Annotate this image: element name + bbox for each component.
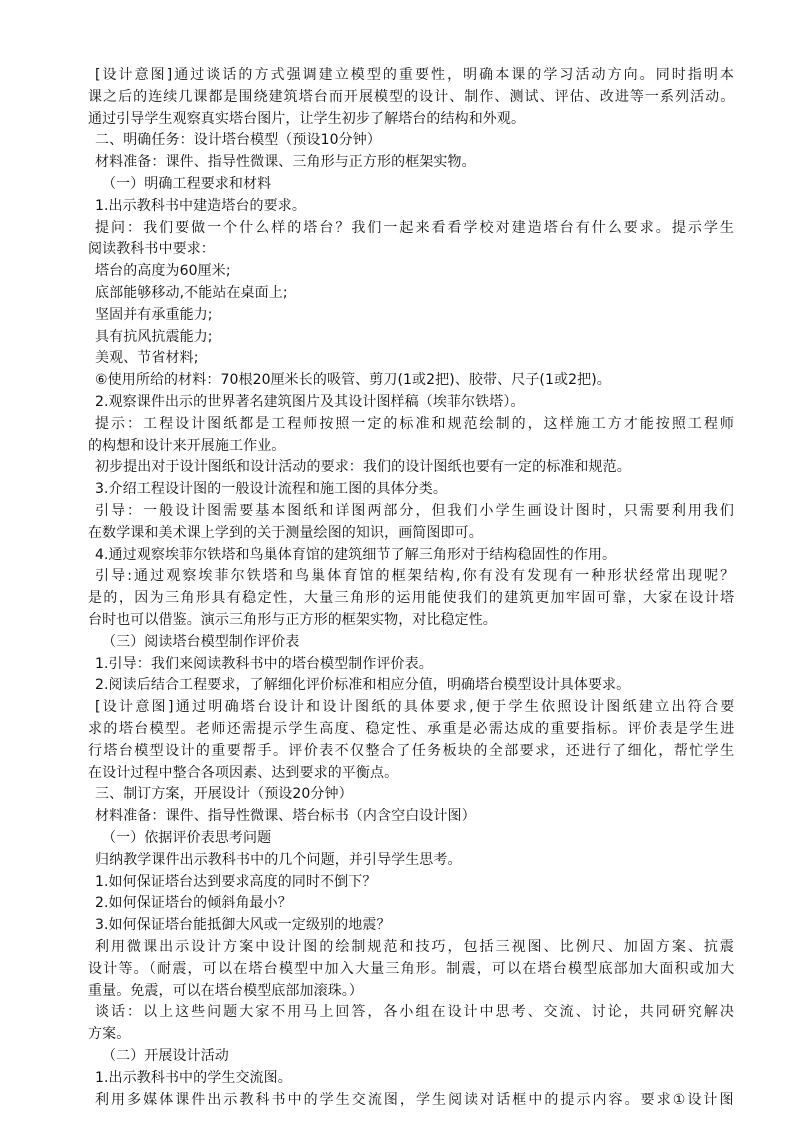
- text-line: 归纳教学课件出示教科书中的几个问题，并引导学生思考。: [95, 851, 462, 868]
- text-line: 二、明确任务：设计塔台模型（预设10分钟）: [95, 132, 381, 149]
- text-line: 美观、节省材料;: [95, 350, 199, 367]
- text-line: 在设计过程中整合各项因素、达到要求的平衡点。: [88, 764, 399, 781]
- text-line: 设计等。（耐震，可以在塔台模型中加入大量三角形。制震，可以在塔台模型底部加大面积或加大: [88, 960, 736, 977]
- text-line: 是的，因为三角形具有稳定性，大量三角形的运用能使我们的建筑更加牢固可靠，大家在设计塔: [88, 590, 736, 607]
- text-line: 引导:通过观察埃菲尔铁塔和鸟巢体育馆的框架结构,你有没有发现有一种形状经常出现呢？: [95, 568, 737, 585]
- text-line: 求的塔台模型。老师还需提示学生高度、稳定性、承重是必需达成的重要指标。评价表是学生进: [88, 721, 736, 737]
- text-line: 课之后的连续几课都是围绕建筑塔台而开展模型的设计、制作、测试、评估、改进等一系列活动。: [88, 88, 736, 105]
- text-line: 提问：我们要做一个什么样的塔台？我们一起来看看学校对建造塔台有什么要求。提示学生: [95, 219, 736, 236]
- text-line: 材料准备：课件、指导性微课、三角形与正方形的框架实物。: [95, 154, 476, 171]
- text-line: 利用微课出示设计方案中设计图的绘制规范和技巧，包括三视图、比例尺、加固方案、抗震: [95, 939, 736, 955]
- text-line: 引导：一般设计图需要基本图纸和详图两部分，但我们小学生画设计图时，只需要利用我们: [95, 503, 736, 519]
- text-line: ⑥使用所给的材料：70根20厘米长的吸管、剪刀(1或2把)、胶带、尺子(1或2把)。: [95, 372, 611, 389]
- text-line: 行塔台模型设计的重要帮手。评价表不仅整合了任务板块的全部要求，还进行了细化，帮忙学生: [88, 742, 736, 759]
- text-line: 重量。免震，可以在塔台模型底部加滚珠。）: [88, 982, 363, 999]
- text-line: （二）开展设计活动: [102, 1048, 229, 1064]
- text-line: 塔台的高度为60厘米;: [95, 263, 231, 280]
- text-line: 谈话：以上这些问题大家不用马上回答，各小组在设计中思考、交流、讨论，共同研究解决: [95, 1004, 736, 1021]
- text-line: [设计意图]通过明确塔台设计和设计图纸的具体要求,便于学生依照设计图纸建立出符合要: [95, 699, 737, 716]
- text-line: 2.如何保证塔台的倾斜角最小？: [95, 895, 292, 912]
- text-line: 3.介绍工程设计图的一般设计流程和施工图的具体分类。: [95, 481, 447, 498]
- text-line: 台时也可以借鉴。演示三角形与正方形的框架实物，对比稳定性。: [88, 612, 497, 628]
- text-line: 1.出示教科书中建造塔台的要求。: [95, 197, 306, 214]
- text-line: [设计意图]通过谈话的方式强调建立模型的重要性，明确本课的学习活动方向。同时指明本: [95, 67, 736, 83]
- text-line: 阅读教科书中要求：: [88, 241, 215, 258]
- text-line: 1.出示教科书中的学生交流图。: [95, 1069, 292, 1086]
- text-line: （三）阅读塔台模型制作评价表: [102, 633, 300, 650]
- text-line: 3.如何保证塔台能抵御大风或一定级别的地震？: [95, 917, 391, 934]
- text-line: 1.引导：我们来阅读教科书中的塔台模型制作评价表。: [95, 655, 433, 672]
- text-line: 的构想和设计来开展施工作业。: [88, 437, 286, 454]
- text-line: 在数学课和美术课上学到的关于测量绘图的知识，画简图即可。: [88, 524, 483, 541]
- text-line: 1.如何保证塔台达到要求高度的同时不倒下？: [95, 873, 377, 890]
- text-line: 具有抗风抗震能力;: [95, 328, 213, 345]
- text-line: 2.阅读后结合工程要求，了解细化评价标准和相应分值，明确塔台模型设计具体要求。: [95, 677, 631, 694]
- text-line: 三、制订方案，开展设计（预设20分钟）: [95, 786, 353, 803]
- text-line: 4.通过观察埃菲尔铁塔和鸟巢体育馆的建筑细节了解三角形对于结构稳固性的作用。: [95, 546, 617, 563]
- text-line: 底部能够移动,不能站在桌面上;: [95, 285, 288, 301]
- text-line: 方案。: [88, 1026, 131, 1043]
- text-line: 材料准备：课件、指导性微课、塔台标书（内含空白设计图）: [95, 808, 476, 825]
- text-line: 2.观察课件出示的世界著名建筑图片及其设计图样稿（埃菲尔铁塔）。: [95, 394, 525, 410]
- text-line: 提示：工程设计图纸都是工程师按照一定的标准和规范绘制的，这样施工方才能按照工程师: [95, 415, 736, 432]
- text-line: 通过引导学生观察真实塔台图片，让学生初步了解塔台的结构和外观。: [88, 110, 526, 127]
- text-line: 坚固并有承重能力;: [95, 306, 213, 323]
- text-line: 初步提出对于设计图纸和设计活动的要求：我们的设计图纸也要有一定的标准和规范。: [95, 459, 631, 476]
- text-line: 利用多媒体课件出示教科书中的学生交流图，学生阅读对话框中的提示内容。要求①设计图: [95, 1091, 736, 1108]
- text-line: （一）依据评价表思考问题: [102, 830, 272, 846]
- text-line: （一）明确工程要求和材料: [102, 176, 272, 192]
